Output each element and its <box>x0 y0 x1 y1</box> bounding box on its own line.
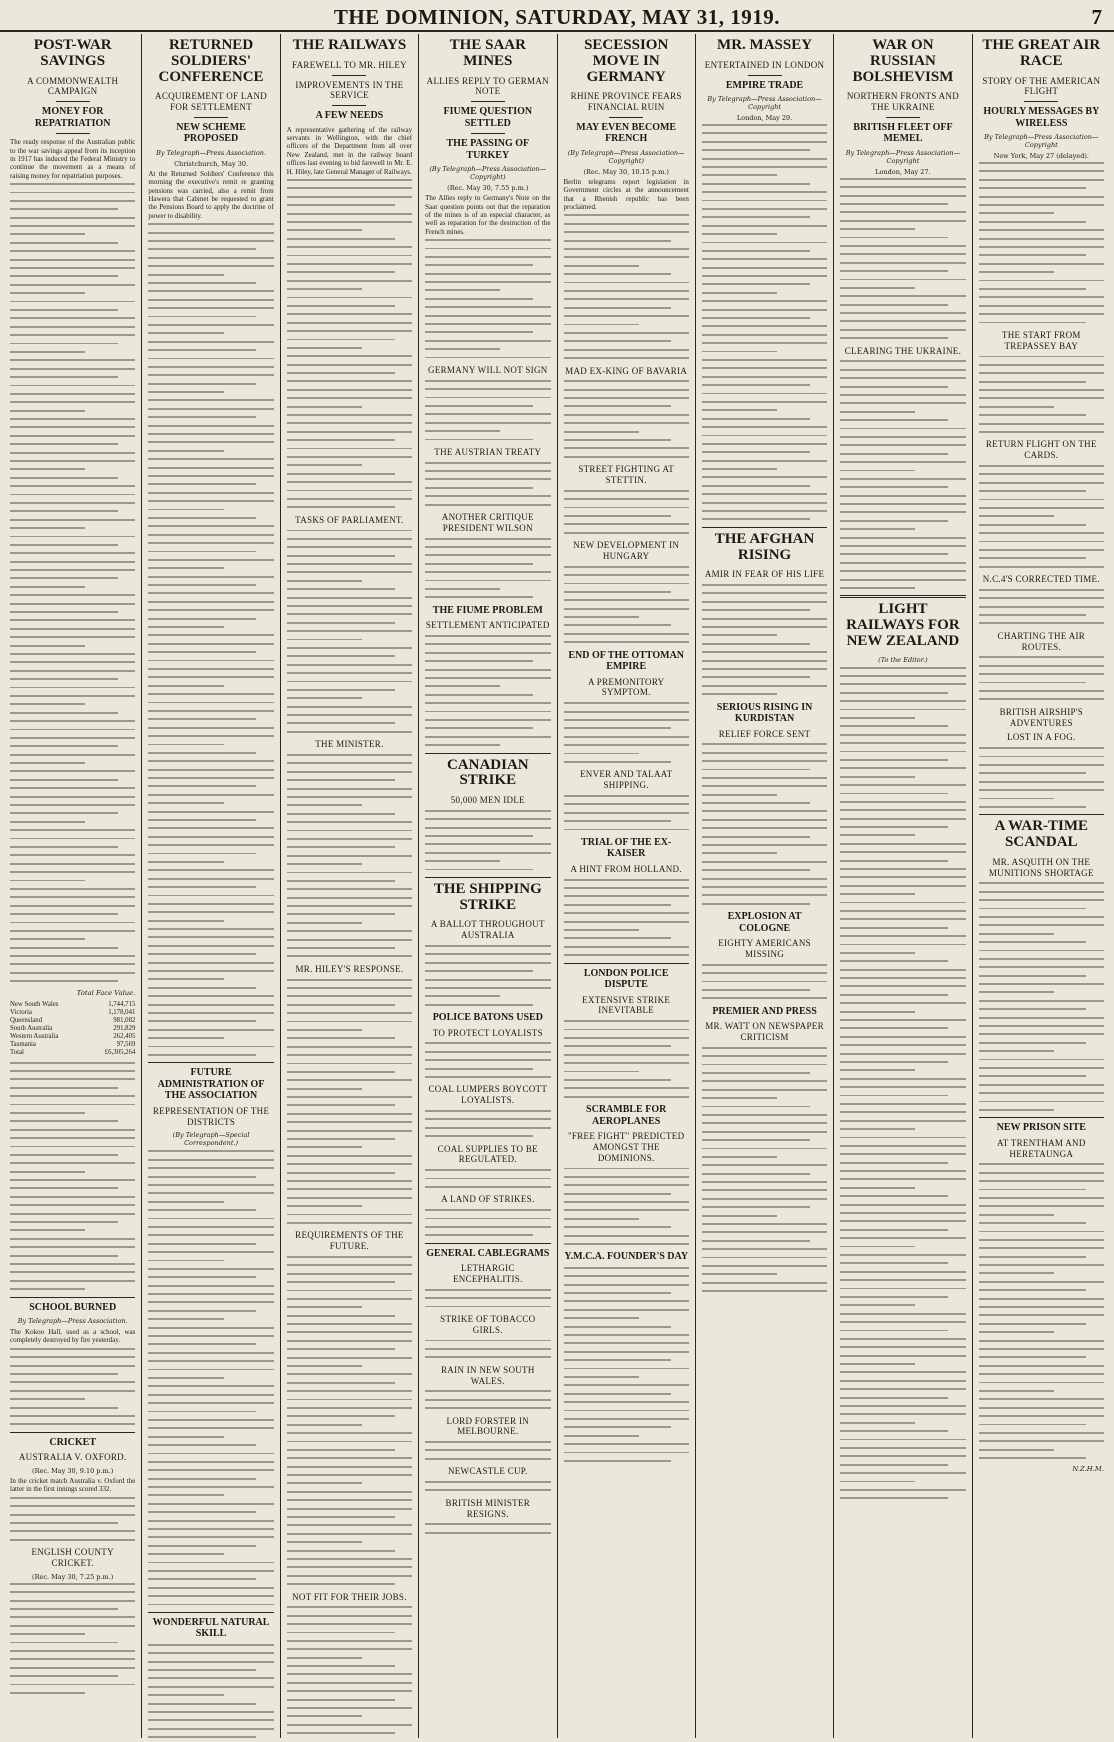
article-body-text <box>287 530 412 733</box>
article-body-text <box>564 879 689 956</box>
section-title: TASKS OF PARLIAMENT. <box>295 514 404 525</box>
deck-improvements: IMPROVEMENTS IN THE SERVICE <box>295 79 404 101</box>
column-layout <box>4 34 1110 1738</box>
deck-fleet-memel: BRITISH FLEET OFF MEMEL <box>853 121 953 145</box>
subhead: GERMANY WILL NOT SIGN <box>428 364 548 375</box>
headline-prison-site: NEW PRISON SITE <box>996 1122 1086 1134</box>
byline: (By Telegraph—Press Association—Copyright) <box>567 148 685 165</box>
article-body-text <box>425 1042 550 1077</box>
subhead-allies-reply: ALLIES REPLY TO GERMAN NOTE <box>426 75 549 97</box>
subhead: SERIOUS RISING IN KURDISTAN <box>716 701 813 725</box>
divider <box>194 117 228 118</box>
headline-light-railways: LIGHT RAILWAYS FOR NEW ZEALAND <box>846 601 960 649</box>
subhead-county-cricket: ENGLISH COUNTY CRICKET. <box>31 1547 114 1569</box>
article-body-text <box>425 635 550 746</box>
byline: (By Telegraph—Press Association—Copyright) <box>429 165 547 182</box>
article-body-text <box>425 462 550 506</box>
table-row: New South Wales 1,744,715 <box>10 1000 136 1008</box>
table-row: South Australia 291,829 <box>10 1024 136 1032</box>
article-body-text <box>287 179 412 508</box>
deck: MR. ASQUITH ON THE MUNITIONS SHORTAGE <box>988 856 1094 878</box>
article-body-text <box>564 380 689 457</box>
deck: EXTENSIVE STRIKE INEVITABLE <box>582 994 671 1016</box>
divider <box>886 117 920 118</box>
subhead: A LAND OF STRIKES. <box>441 1194 535 1205</box>
article-body-text <box>564 214 689 359</box>
subhead-commonwealth: A COMMONWEALTH CAMPAIGN <box>27 75 119 97</box>
subhead: LETHARGIC ENCEPHALITIS. <box>452 1263 523 1284</box>
deck: A PREMONITORY SYMPTOM. <box>587 676 665 698</box>
headline-canadian-strike: CANADIAN STRIKE <box>446 756 529 789</box>
article-body-text <box>702 124 827 520</box>
article-body-text <box>425 945 550 1006</box>
article-body-text <box>425 1340 550 1359</box>
subhead: ENVER AND TALAAT SHIPPING. <box>579 769 673 791</box>
article-body-text <box>425 1289 550 1308</box>
divider <box>609 117 643 118</box>
table-row: Western Australia 262,405 <box>10 1032 136 1040</box>
deck: MR. WATT ON NEWSPAPER CRITICISM <box>705 1021 824 1043</box>
deck-few-needs: A FEW NEEDS <box>315 110 384 122</box>
subhead: COAL LUMPERS BOYCOTT LOYALISTS. <box>428 1084 548 1106</box>
deck: EIGHTY AMERICANS MISSING <box>718 938 811 959</box>
article-body-text <box>148 1150 273 1605</box>
subhead: END OF THE OTTOMAN EMPIRE <box>568 649 685 673</box>
article-body-text <box>702 964 827 999</box>
subhead: THE START FROM TREPASSEY BAY <box>1001 329 1081 351</box>
article-body-text <box>979 465 1104 568</box>
headline-war-scandal: A WAR-TIME SCANDAL <box>994 818 1089 851</box>
subhead: LORD FORSTER IN MELBOURNE. <box>446 1415 530 1437</box>
divider <box>332 75 366 76</box>
subhead: PREMIER AND PRESS <box>712 1005 817 1017</box>
subhead: BRITISH AIRSHIP'S ADVENTURES <box>999 706 1084 728</box>
subhead: EXPLOSION AT COLOGNE <box>727 911 802 934</box>
savings-table <box>10 1001 135 1057</box>
column-2 <box>142 34 280 1738</box>
byline: (By Telegraph—Special Correspondent.) <box>172 1131 250 1148</box>
article-lead: The ready response of the Australian public to the war savings appeal from its inception in 1917 has induced the Federal Ministry to continue the movement as a means of raising money for repatriation purposes. <box>10 138 136 180</box>
byline: By Telegraph—Press Association—Copyright <box>984 133 1099 150</box>
divider <box>471 101 505 102</box>
deck: "FREE FIGHT" PREDICTED AMONGST THE DOMINIONS. <box>567 1131 685 1163</box>
article-body-text <box>425 380 550 441</box>
divider <box>1024 101 1058 102</box>
dateline: New York, May 27 (delayed). <box>993 152 1089 161</box>
article-body-text <box>840 360 965 588</box>
headline-massey: MR. MASSEY <box>717 37 813 53</box>
byline: By Telegraph—Press Association. <box>17 1317 128 1326</box>
subhead-northern-fronts: NORTHERN FRONTS AND THE UKRAINE <box>846 91 960 113</box>
column-7 <box>834 34 972 1738</box>
deck-representation: REPRESENTATION OF THE DISTRICTS <box>152 1105 270 1127</box>
divider <box>979 814 1104 815</box>
article-body-text <box>148 1644 273 1738</box>
article-lead: The Allies reply to Germany's Note on the Saar question points out that the reparation of the mines is of an especial character, as well as reparation for the destruction of the French mines. <box>425 194 551 236</box>
article-body-text <box>564 702 689 763</box>
subhead: CLEARING THE UKRAINE. <box>844 345 962 356</box>
headline-general-cablegrams: GENERAL CABLEGRAMS <box>426 1247 550 1259</box>
deck: A HINT FROM HOLLAND. <box>570 863 682 874</box>
article-body-text <box>979 162 1104 323</box>
headline-postwar-savings: POST-WAR SAVINGS <box>33 37 112 69</box>
article-body-text <box>564 1168 689 1245</box>
divider <box>425 877 550 878</box>
byline: By Telegraph—Press Association—Copyright <box>845 148 961 165</box>
article-body-text <box>287 754 412 957</box>
column-4 <box>419 34 557 1738</box>
subhead: NEW DEVELOPMENT IN HUNGARY <box>573 540 680 561</box>
divider <box>148 1612 273 1613</box>
subhead: CHARTING THE AIR ROUTES. <box>997 630 1086 652</box>
subhead-entertained: ENTERTAINED IN LONDON <box>704 59 825 70</box>
article-body-text <box>564 490 689 534</box>
divider <box>56 133 90 134</box>
headline-air-race: THE GREAT AIR RACE <box>982 37 1101 69</box>
divider <box>10 1432 135 1433</box>
headline-railways: THE RAILWAYS <box>292 37 407 53</box>
column-6 <box>696 34 834 1738</box>
masthead <box>0 0 1114 32</box>
divider <box>425 1243 550 1244</box>
masthead-title: THE DOMINION, SATURDAY, MAY 31, 1919. <box>333 5 781 29</box>
subhead: STRIKE OF TOBACCO GIRLS. <box>440 1313 536 1335</box>
section-title: THE MINISTER. <box>315 739 384 750</box>
article-body-text <box>979 882 1104 1110</box>
byline: By Telegraph—Press Association. <box>156 148 267 157</box>
subhead: THE FIUME PROBLEM <box>432 604 543 616</box>
article-body-text <box>564 1267 689 1462</box>
subhead: NEWCASTLE CUP. <box>447 1466 528 1477</box>
article-body-text <box>979 656 1104 700</box>
article-lead: The Kokoo Hall, used as a school, was completely destroyed by fire yesterday. <box>10 1328 136 1345</box>
deck-hourly-messages: HOURLY MESSAGES BY WIRELESS <box>983 106 1100 129</box>
headline-secession: SECESSION MOVE IN GERMANY <box>584 37 669 85</box>
subhead: BRITISH MINISTER RESIGNS. <box>445 1497 531 1519</box>
article-body-text <box>702 584 827 695</box>
divider <box>332 105 366 106</box>
article-body-text <box>10 1497 135 1541</box>
article-body-text <box>425 1523 550 1533</box>
deck: A BALLOT THROUGHOUT AUSTRALIA <box>430 919 545 941</box>
divider <box>56 101 90 102</box>
column-5 <box>558 34 696 1738</box>
headline-school-burned: SCHOOL BURNED <box>29 1301 117 1313</box>
deck: TO PROTECT LOYALISTS <box>432 1027 543 1038</box>
divider <box>748 75 782 76</box>
subhead-future-administration: FUTURE ADMINISTRATION OF THE ASSOCIATION <box>157 1067 265 1102</box>
deck: RELIEF FORCE SENT <box>718 728 811 739</box>
subhead: N.C.4'S CORRECTED TIME. <box>982 574 1100 585</box>
divider <box>148 1062 273 1063</box>
subhead-australia-oxford: AUSTRALIA V. OXFORD. <box>18 1452 127 1463</box>
article-body-text <box>564 795 689 830</box>
headline-cricket: CRICKET <box>49 1436 97 1448</box>
article-lead: A representative gathering of the railway servants in Wellington, with the chief officers of the Department from all over New Zealand, met in the railway board offices last evening to bid farewell to Mr. E. H. Hiley, late General Manager of Railways. <box>286 125 413 176</box>
article-body-text <box>287 979 412 1224</box>
signature: N.Z.H.M. <box>1072 1465 1104 1474</box>
subhead: MAD EX-KING OF BAVARIA <box>565 365 688 376</box>
subhead: TRIAL OF THE EX-KAISER <box>581 836 672 860</box>
byline: By Telegraph—Press Association—Copyright <box>707 95 822 112</box>
subhead-acquirement-land: ACQUIREMENT OF LAND FOR SETTLEMENT <box>155 91 268 113</box>
article-body-text <box>425 1481 550 1491</box>
article-body-text <box>702 1047 827 1292</box>
subhead: LONDON POLICE DISPUTE <box>583 967 669 991</box>
article-body-text <box>840 178 965 339</box>
divider <box>10 1297 135 1298</box>
table-row: Victoria 1,178,041 <box>10 1008 136 1016</box>
deck: SETTLEMENT ANTICIPATED <box>425 620 550 631</box>
subhead-american-flight: STORY OF THE AMERICAN FLIGHT <box>982 75 1101 97</box>
subhead: RAIN IN NEW SOUTH WALES. <box>440 1364 535 1386</box>
headline-afghan: THE AFGHAN RISING <box>714 530 815 563</box>
divider <box>425 753 550 754</box>
table-row: Queensland 981,082 <box>10 1016 136 1024</box>
table-row: Total £6,305,264 <box>10 1048 136 1056</box>
subhead: Y.M.C.A. FOUNDER'S DAY <box>564 1251 689 1263</box>
article-lead: Berlin telegrams report legislation in Government circles at the announcement that a Rhenish republic has been proclaimed. <box>563 177 689 212</box>
article-body-text <box>564 1020 689 1097</box>
byline: (To the Editor.) <box>878 655 928 664</box>
subhead: POLICE BATONS USED <box>432 1012 543 1024</box>
article-body-text <box>702 743 827 904</box>
headline-shipping-strike: THE SHIPPING STRIKE <box>433 880 542 913</box>
deck: LOST IN A FOG. <box>1007 732 1076 743</box>
subhead: STREET FIGHTING AT STETTIN. <box>578 464 675 485</box>
subhead: COAL SUPPLIES TO BE REGULATED. <box>437 1143 538 1165</box>
subhead-farewell-hiley: FAREWELL TO MR. HILEY <box>291 59 407 70</box>
article-body-text <box>148 223 273 1056</box>
dateline: Christchurch, May 30. <box>174 159 249 168</box>
dateline: London, May 29. <box>736 114 793 123</box>
divider <box>564 963 689 964</box>
headline-russian: WAR ON RUSSIAN BOLSHEVISM <box>852 37 954 85</box>
article-body-text <box>979 589 1104 624</box>
divider <box>471 133 505 134</box>
subhead: RETURN FLIGHT ON THE CARDS. <box>985 439 1097 461</box>
article-body-text <box>10 1062 135 1290</box>
dateline: (Rec. May 30, 10.15 p.m.) <box>583 167 669 176</box>
deck: 50,000 MEN IDLE <box>450 795 525 806</box>
table-caption: Total Face Value. <box>76 988 136 997</box>
column-3 <box>281 34 419 1738</box>
section-title: NOT FIT FOR THEIR JOBS. <box>292 1591 407 1602</box>
article-body-text <box>287 1256 412 1585</box>
article-body-text <box>425 1110 550 1137</box>
deck-become-french: MAY EVEN BECOME FRENCH <box>576 121 677 145</box>
article-lead: In the cricket match Australia v. Oxford the latter in the first innings scored 332. <box>10 1477 136 1494</box>
section-title: MR. HILEY'S RESPONSE. <box>295 963 404 974</box>
dateline: (Rec. May 30, 7.25 p.m.) <box>32 1572 114 1581</box>
article-body-text <box>840 667 965 1500</box>
page-number: 7 <box>1091 5 1102 29</box>
deck-passing-turkey: THE PASSING OF TURKEY <box>446 138 530 161</box>
article-body-text <box>979 1163 1104 1459</box>
article-body-text <box>979 356 1104 433</box>
article-body-text <box>425 239 550 358</box>
divider <box>702 527 827 528</box>
section-title: REQUIREMENTS OF THE FUTURE. <box>295 1230 404 1252</box>
article-lead: At the Returned Soldiers' Conference this morning the executive's remit re granting pensions was carried, also a remit from Hawera that Cabinet be requested to grant the Pensions Board to apply the doctrine of power to disability. <box>148 169 274 220</box>
article-body-text <box>10 183 135 982</box>
headline-returned-soldiers: RETURNED SOLDIERS' CONFERENCE <box>158 37 264 85</box>
deck-money-repatriation: MONEY FOR REPATRIATION <box>34 106 111 129</box>
article-body-text <box>425 1441 550 1460</box>
article-body-text <box>287 1606 412 1738</box>
deck-fiume-settled: FIUME QUESTION SETTLED <box>443 106 533 129</box>
subhead: ANOTHER CRITIQUE PRESIDENT WILSON <box>441 512 534 533</box>
dateline: (Rec. May 30, 9.10 p.m.) <box>32 1467 114 1476</box>
article-body-text <box>425 1390 550 1409</box>
article-body-text <box>425 810 550 871</box>
subhead: SCRAMBLE FOR AEROPLANES <box>586 1104 667 1127</box>
dateline: London, May 27. <box>875 167 931 176</box>
divider <box>979 1117 1104 1118</box>
deck-new-scheme: NEW SCHEME PROPOSED <box>176 121 246 145</box>
column-8 <box>973 34 1110 1738</box>
deck-empire-trade: EMPIRE TRADE <box>725 79 804 91</box>
subhead-rhine: RHINE PROVINCE FEARS FINANCIAL RUIN <box>570 91 682 113</box>
column-1 <box>4 34 142 1738</box>
article-body-text <box>10 1348 135 1425</box>
divider <box>840 595 965 598</box>
subhead: THE AUSTRIAN TREATY <box>434 446 542 457</box>
article-body-text <box>10 1583 135 1694</box>
headline-natural-skill: WONDERFUL NATURAL SKILL <box>152 1616 270 1640</box>
dateline: (Rec. May 30, 7.55 p.m.) <box>447 184 529 193</box>
article-body-text <box>564 566 689 643</box>
article-body-text <box>979 747 1104 808</box>
table-row: Tasmania 97,569 <box>10 1040 136 1048</box>
deck: AMIR IN FEAR OF HIS LIFE <box>704 569 825 580</box>
article-body-text <box>425 538 550 599</box>
deck: AT TRENTHAM AND HERETAUNGA <box>996 1137 1086 1159</box>
article-body-text <box>425 1209 550 1236</box>
article-body-text <box>425 1169 550 1188</box>
headline-saar-mines: THE SAAR MINES <box>449 37 526 69</box>
